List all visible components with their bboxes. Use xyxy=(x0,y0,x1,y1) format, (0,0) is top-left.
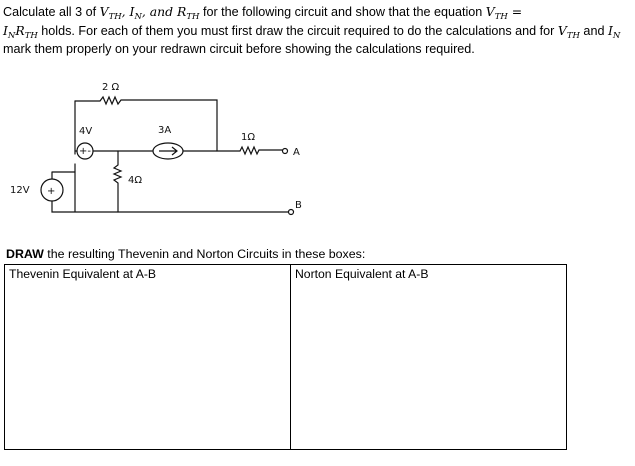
terminal-b xyxy=(289,210,294,215)
vth-symbol: $V_{TH}$ xyxy=(99,4,122,22)
wire-left xyxy=(52,172,288,212)
label-4v: 4V xyxy=(79,126,93,137)
question-text: Calculate all 3 of $V_{TH}$, $I_N$, and $R_{TH}$ for the following circuit and show that the equation $V_{TH}$ = $I_NR_{TH}$ holds. For each of them you must first draw the circuit required to do the calculations and for $V_{TH}$ and $I_N$ mark them properly on your redrawn circuit before showing the calculations required. xyxy=(3,4,621,57)
label-2ohm: 2 Ω xyxy=(102,82,120,93)
norton-box-label: Norton Equivalent at A-B xyxy=(295,267,429,281)
eq-rth-symbol: $R_{TH}$ xyxy=(15,22,38,41)
source-4v-sign: +- xyxy=(79,146,91,157)
in-symbol: $I_N$ xyxy=(129,4,142,22)
label-3a: 3A xyxy=(158,125,172,136)
circuit-diagram xyxy=(0,80,340,230)
vth-symbol-2: $V_{TH}$ xyxy=(557,22,580,41)
label-4ohm: 4Ω xyxy=(128,175,143,186)
wire-4ohm xyxy=(114,151,121,212)
label-12v: 12V xyxy=(10,185,30,196)
thevenin-box[interactable] xyxy=(5,265,291,450)
eq-in-symbol: $I_N$ xyxy=(3,22,16,41)
label-1ohm: 1Ω xyxy=(241,132,256,143)
norton-box[interactable] xyxy=(291,265,567,450)
label-node-b: B xyxy=(295,200,302,211)
thevenin-box-label: Thevenin Equivalent at A-B xyxy=(9,267,157,281)
rth-symbol: $R_{TH}$ xyxy=(177,4,200,22)
eq-vth-symbol: $V_{TH}$ xyxy=(485,4,508,22)
answer-boxes xyxy=(4,264,567,450)
label-node-a: A xyxy=(293,147,300,158)
in-symbol-2: $I_N$ xyxy=(607,22,621,41)
wire-top xyxy=(75,97,217,151)
terminal-a xyxy=(283,149,288,154)
draw-instruction: DRAW the resulting Thevenin and Norton Circuits in these boxes: xyxy=(6,247,366,261)
source-12v-sign: + xyxy=(47,186,56,197)
